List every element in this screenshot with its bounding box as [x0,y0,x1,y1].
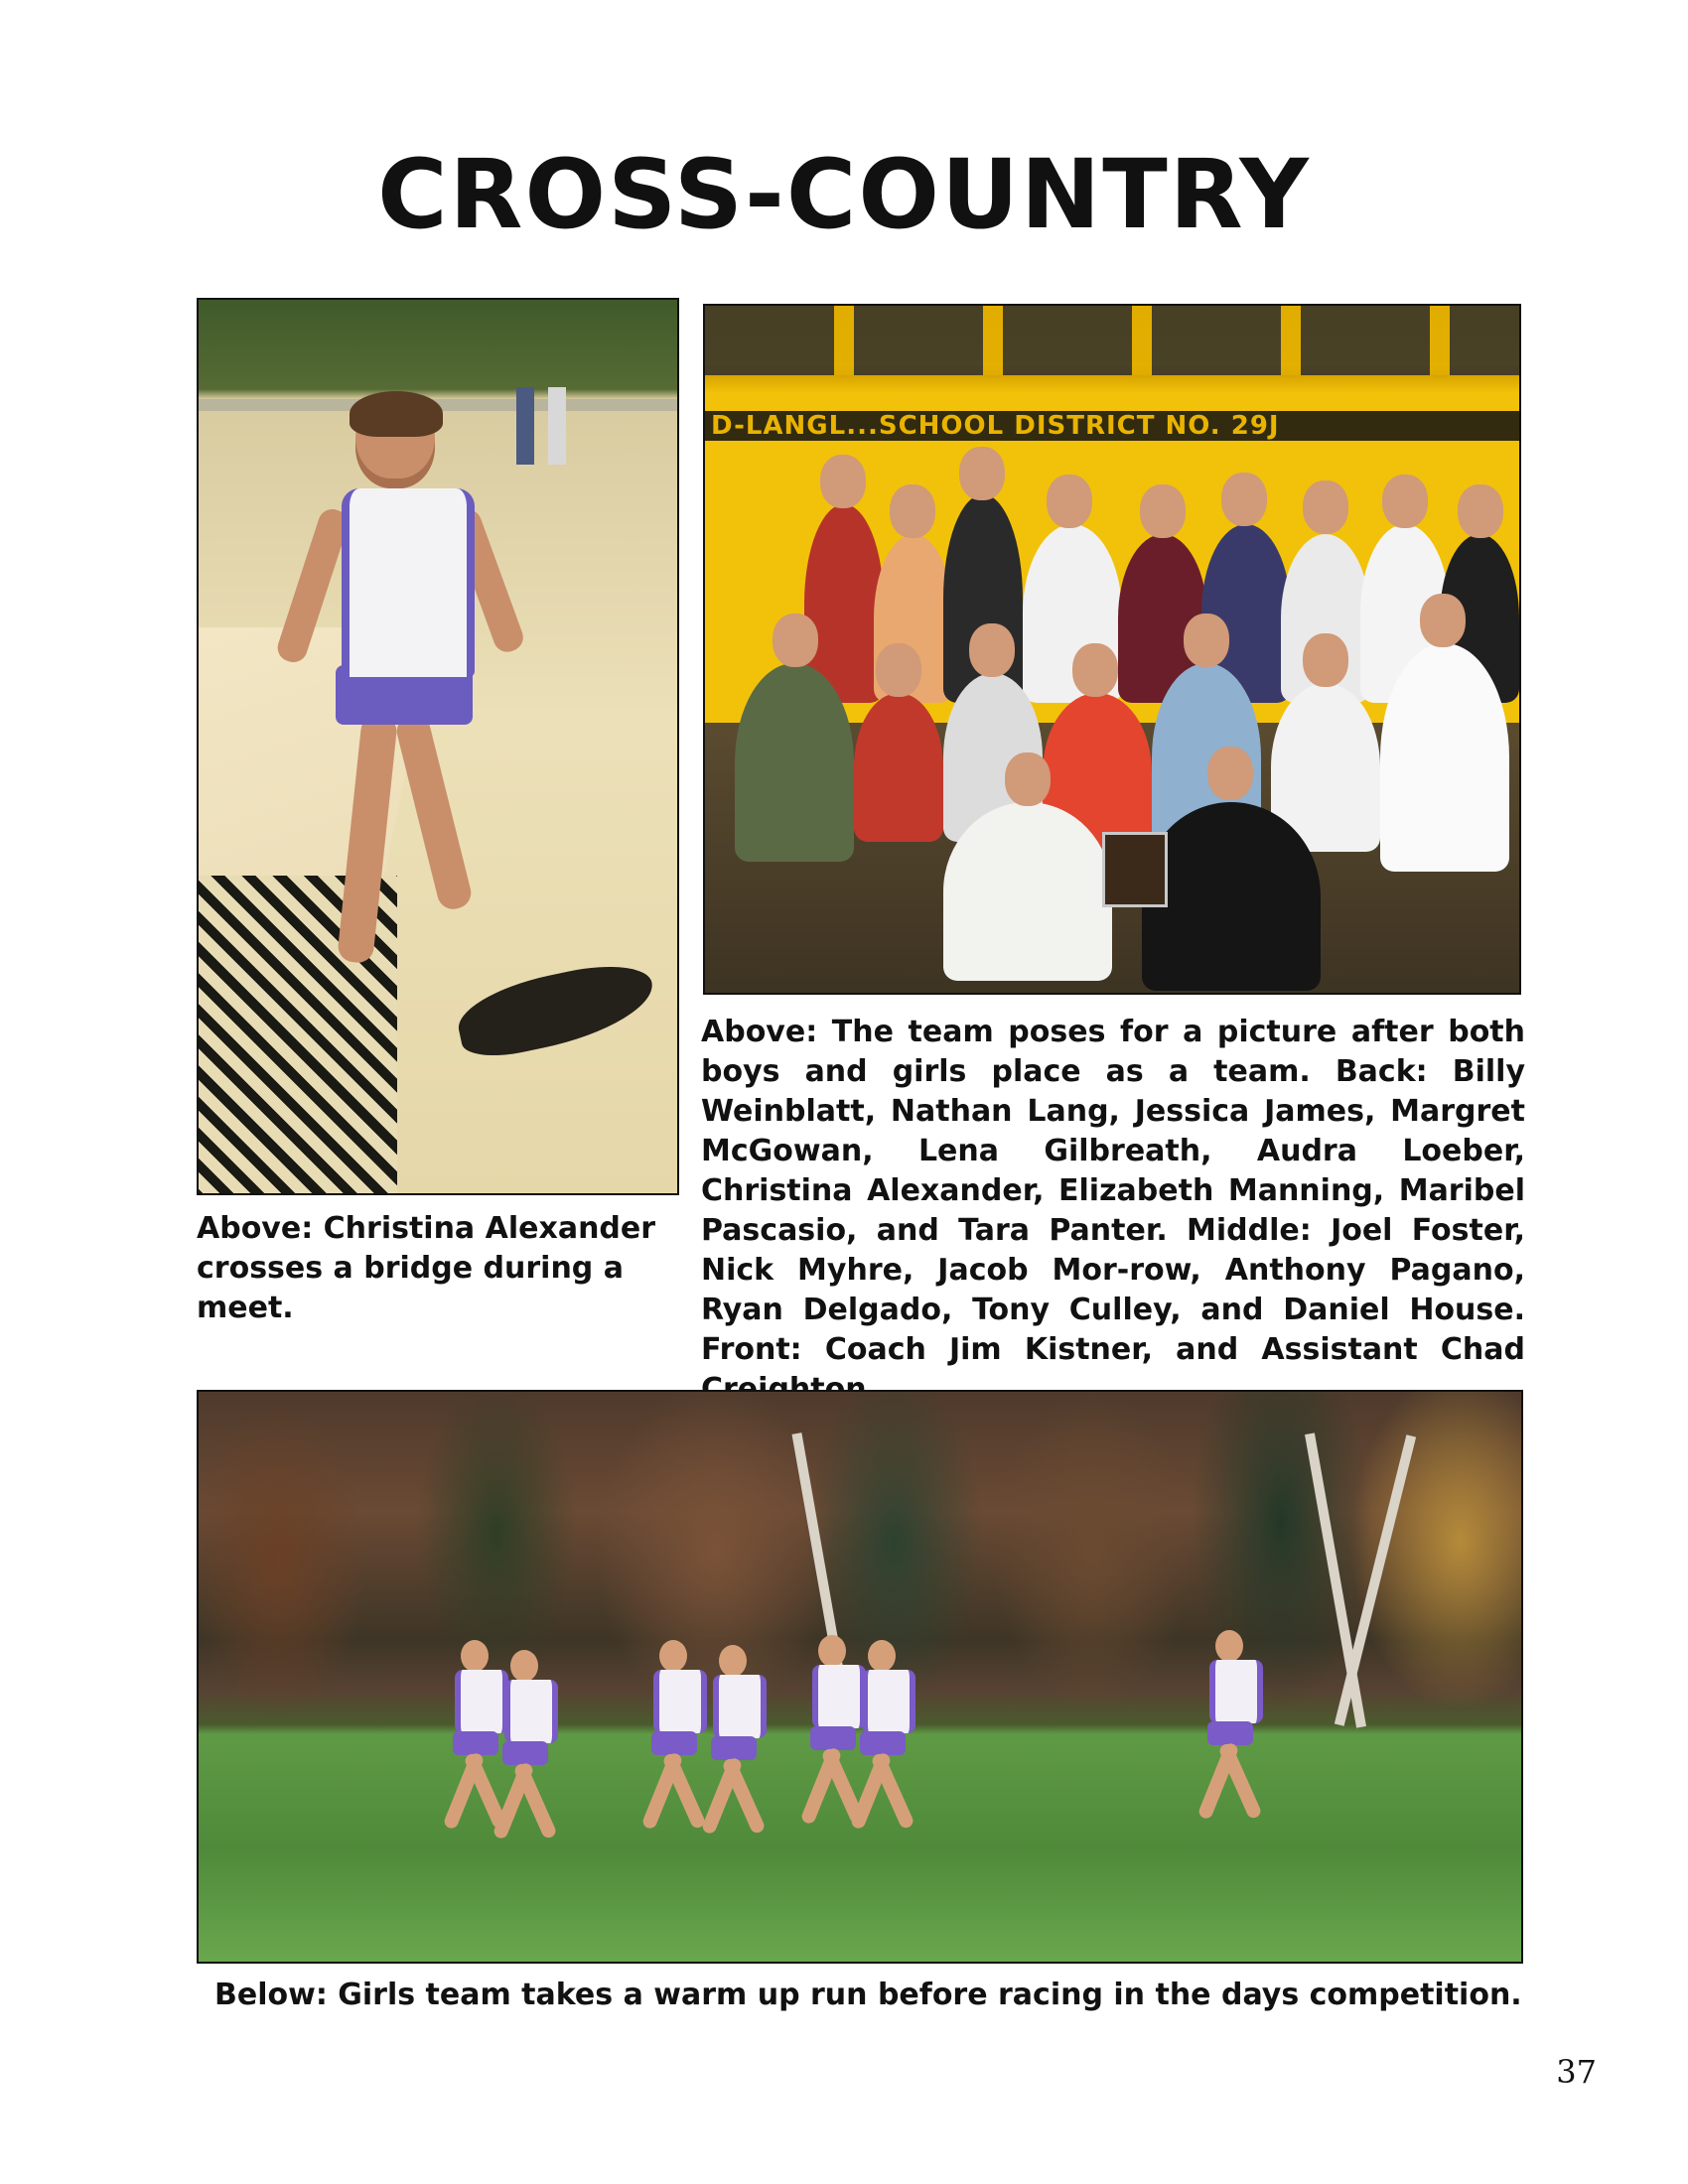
team-caption: Above: The team poses for a picture after both boys and girls place as a team. Back: Billy Weinblatt, Nathan Lang, Jessica James, Margret McGowan, Lena Gilbreath, Audra Loeber, Christina Alexander, Elizabeth Manning, Maribel Pascasio, and Tara Panter. Middle: Joel Foster, Nick Myhre, Jacob Mor-row, Anthony Pagano, Ryan Delgado, Tony Culley, and Daniel House. Front: Coach Jim Kistner, and Assistant Chad [701,1015,1525,1367]
bus-lettering: D-LANGL...SCHOOL DISTRICT NO. 29J [711,411,1280,441]
team-group [725,445,1519,995]
page-title: CROSS-COUNTRY [377,139,1311,250]
runner-figure [278,397,516,1032]
runner-girl [804,1635,860,1834]
runner-girl [645,1640,701,1839]
spectators [516,387,576,465]
runner-girl [496,1650,552,1848]
runner-photo [197,298,679,1195]
team-photo [703,304,1521,995]
runner-caption: Above: Christina Alexander crosses a bridge during a meet. [197,1211,656,1325]
runner-girl [447,1640,502,1839]
award-plaque [1102,832,1168,907]
warmup-caption: Below: Girls team takes a warm up run before racing in the days competition. [214,1978,1522,2012]
runner-girl [1201,1630,1257,1829]
runner-girl [854,1640,910,1839]
bus-windows [705,306,1521,375]
runner-girl [705,1645,761,1843]
page-number: 37 [1556,2053,1597,2091]
warmup-photo [197,1390,1523,1964]
